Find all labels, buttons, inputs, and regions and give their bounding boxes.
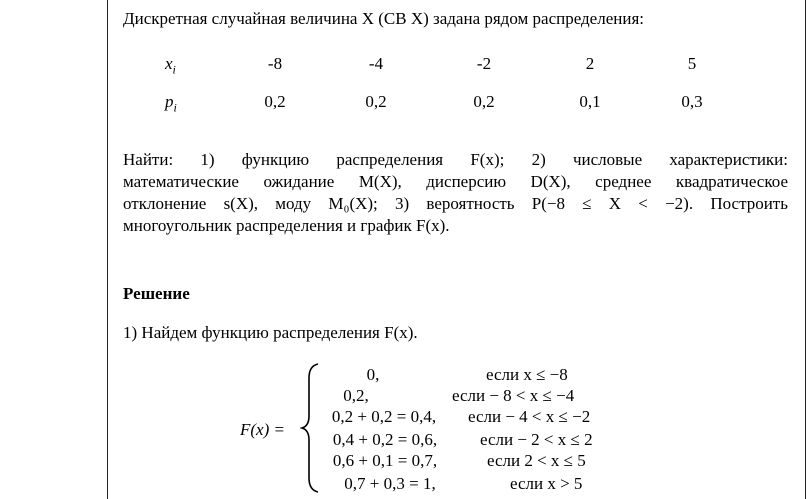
- task-line-1: Найти: 1) функцию распределения F(x); 2) числовые характеристики:: [123, 150, 788, 169]
- fx-label: F(x) =: [240, 420, 285, 439]
- case-condition-2: если − 8 < x ≤ −4: [452, 386, 575, 405]
- p-value-2: 0,2: [365, 92, 387, 111]
- step-1-text: 1) Найдем функцию распределения F(x).: [123, 323, 418, 342]
- x-value-1: -8: [267, 54, 283, 73]
- case-value-5: 0,6 + 0,1 = 0,7,: [332, 451, 438, 470]
- p-value-1: 0,2: [264, 92, 286, 111]
- x-subscript: i: [172, 62, 176, 77]
- case-value-4: 0,4 + 0,2 = 0,6,: [332, 430, 438, 449]
- page-frame-left: [107, 0, 108, 499]
- p-symbol: p: [165, 92, 174, 111]
- case-condition-4: если − 2 < x ≤ 2: [480, 430, 593, 449]
- p-value-5: 0,3: [681, 92, 703, 111]
- case-value-6: 0,7 + 0,3 = 1,: [344, 474, 436, 493]
- case-value-3: 0,2 + 0,2 = 0,4,: [331, 407, 437, 426]
- x-value-4: 2: [585, 54, 595, 73]
- p-value-3: 0,2: [473, 92, 495, 111]
- p-value-4: 0,1: [579, 92, 601, 111]
- page-frame-right: [805, 0, 806, 499]
- x-value-3: -2: [476, 54, 492, 73]
- x-row-label: [165, 54, 176, 77]
- x-symbol: x: [165, 54, 173, 73]
- case-condition-3: если − 4 < x ≤ −2: [468, 407, 591, 426]
- case-condition-6: если x > 5: [510, 474, 583, 493]
- x-value-5: 5: [687, 54, 697, 73]
- solution-heading: Решение: [123, 284, 190, 303]
- task-line-2: математические ожидание M(X), дисперсию D(X), среднее квадратическое: [123, 172, 788, 191]
- x-value-2: -4: [368, 54, 384, 73]
- case-condition-5: если 2 < x ≤ 5: [487, 451, 586, 470]
- task-line-3: отклонение s(X), моду M₀(X); 3) вероятность P(−8 ≤ X < −2). Построить: [123, 194, 788, 213]
- intro-text: Дискретная случайная величина X (СВ X) задана рядом распределения:: [123, 9, 644, 28]
- p-subscript: i: [173, 100, 177, 115]
- case-value-1: 0,: [366, 365, 380, 384]
- case-condition-1: если x ≤ −8: [486, 365, 568, 384]
- case-value-2: 0,2,: [343, 386, 369, 405]
- task-line-4: многоугольник распределения и график F(x).: [123, 216, 450, 235]
- p-row-label: [165, 92, 177, 115]
